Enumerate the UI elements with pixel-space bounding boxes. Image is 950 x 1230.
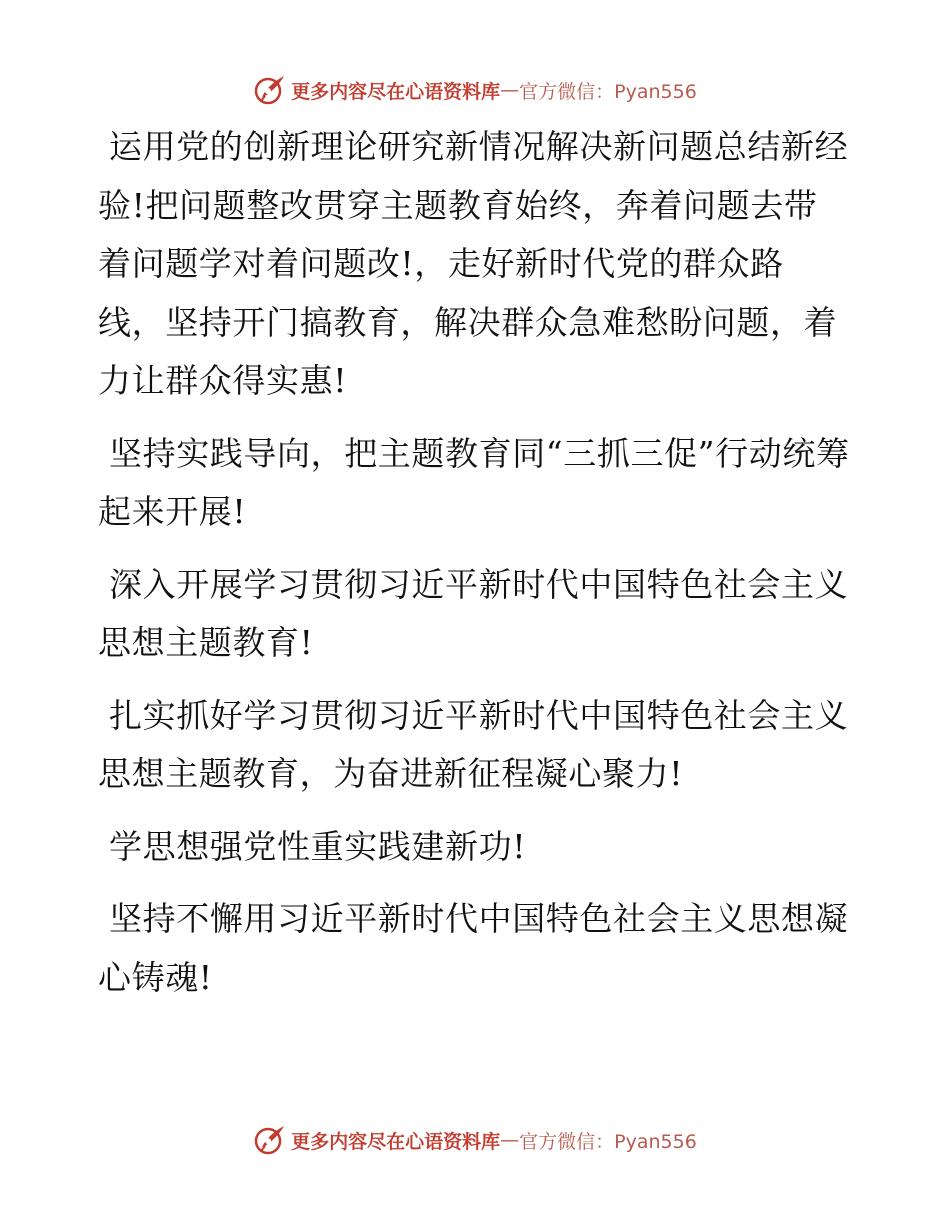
- footer-watermark: [253, 1120, 697, 1160]
- quill-logo-icon: [253, 1123, 287, 1157]
- header-banner: [0, 70, 950, 110]
- paragraph-5: 学思想强党性重实践建新功!: [109, 826, 527, 866]
- footer-brand-text: 更多内容尽在心语资料库: [291, 1130, 501, 1153]
- paragraph-4: 扎实抓好学习贯彻习近平新时代中国特色社会主义思想主题教育，为奋进新征程凝心聚力!: [98, 695, 849, 793]
- paragraph-1: 运用党的创新理论研究新情况解决新问题总结新经验!把问题整改贯穿主题教育始终，奔着问题去带着问题学对着问题改!，走好新时代党的群众路线，坚持开门搞教育，解决群众急难愁盼问题，着力让群众得实惠!: [98, 127, 849, 400]
- header-watermark: [253, 70, 697, 110]
- header-contact-text: 官方微信：Pyan556: [519, 80, 697, 103]
- paragraph-3: 深入开展学习贯彻习近平新时代中国特色社会主义思想主题教育!: [98, 564, 849, 662]
- header-separator: —: [500, 79, 520, 101]
- document-body: [98, 118, 850, 1021]
- footer-banner: [0, 1120, 950, 1160]
- paragraph-6: 坚持不懈用习近平新时代中国特色社会主义思想凝心铸魂!: [98, 899, 849, 997]
- header-brand-text: 更多内容尽在心语资料库: [291, 80, 501, 103]
- quill-logo-icon: [253, 73, 287, 107]
- footer-contact-text: 官方微信：Pyan556: [519, 1130, 697, 1153]
- footer-separator: —: [500, 1129, 520, 1151]
- paragraph-2: 坚持实践导向，把主题教育同“三抓三促”行动统筹起来开展!: [98, 433, 850, 531]
